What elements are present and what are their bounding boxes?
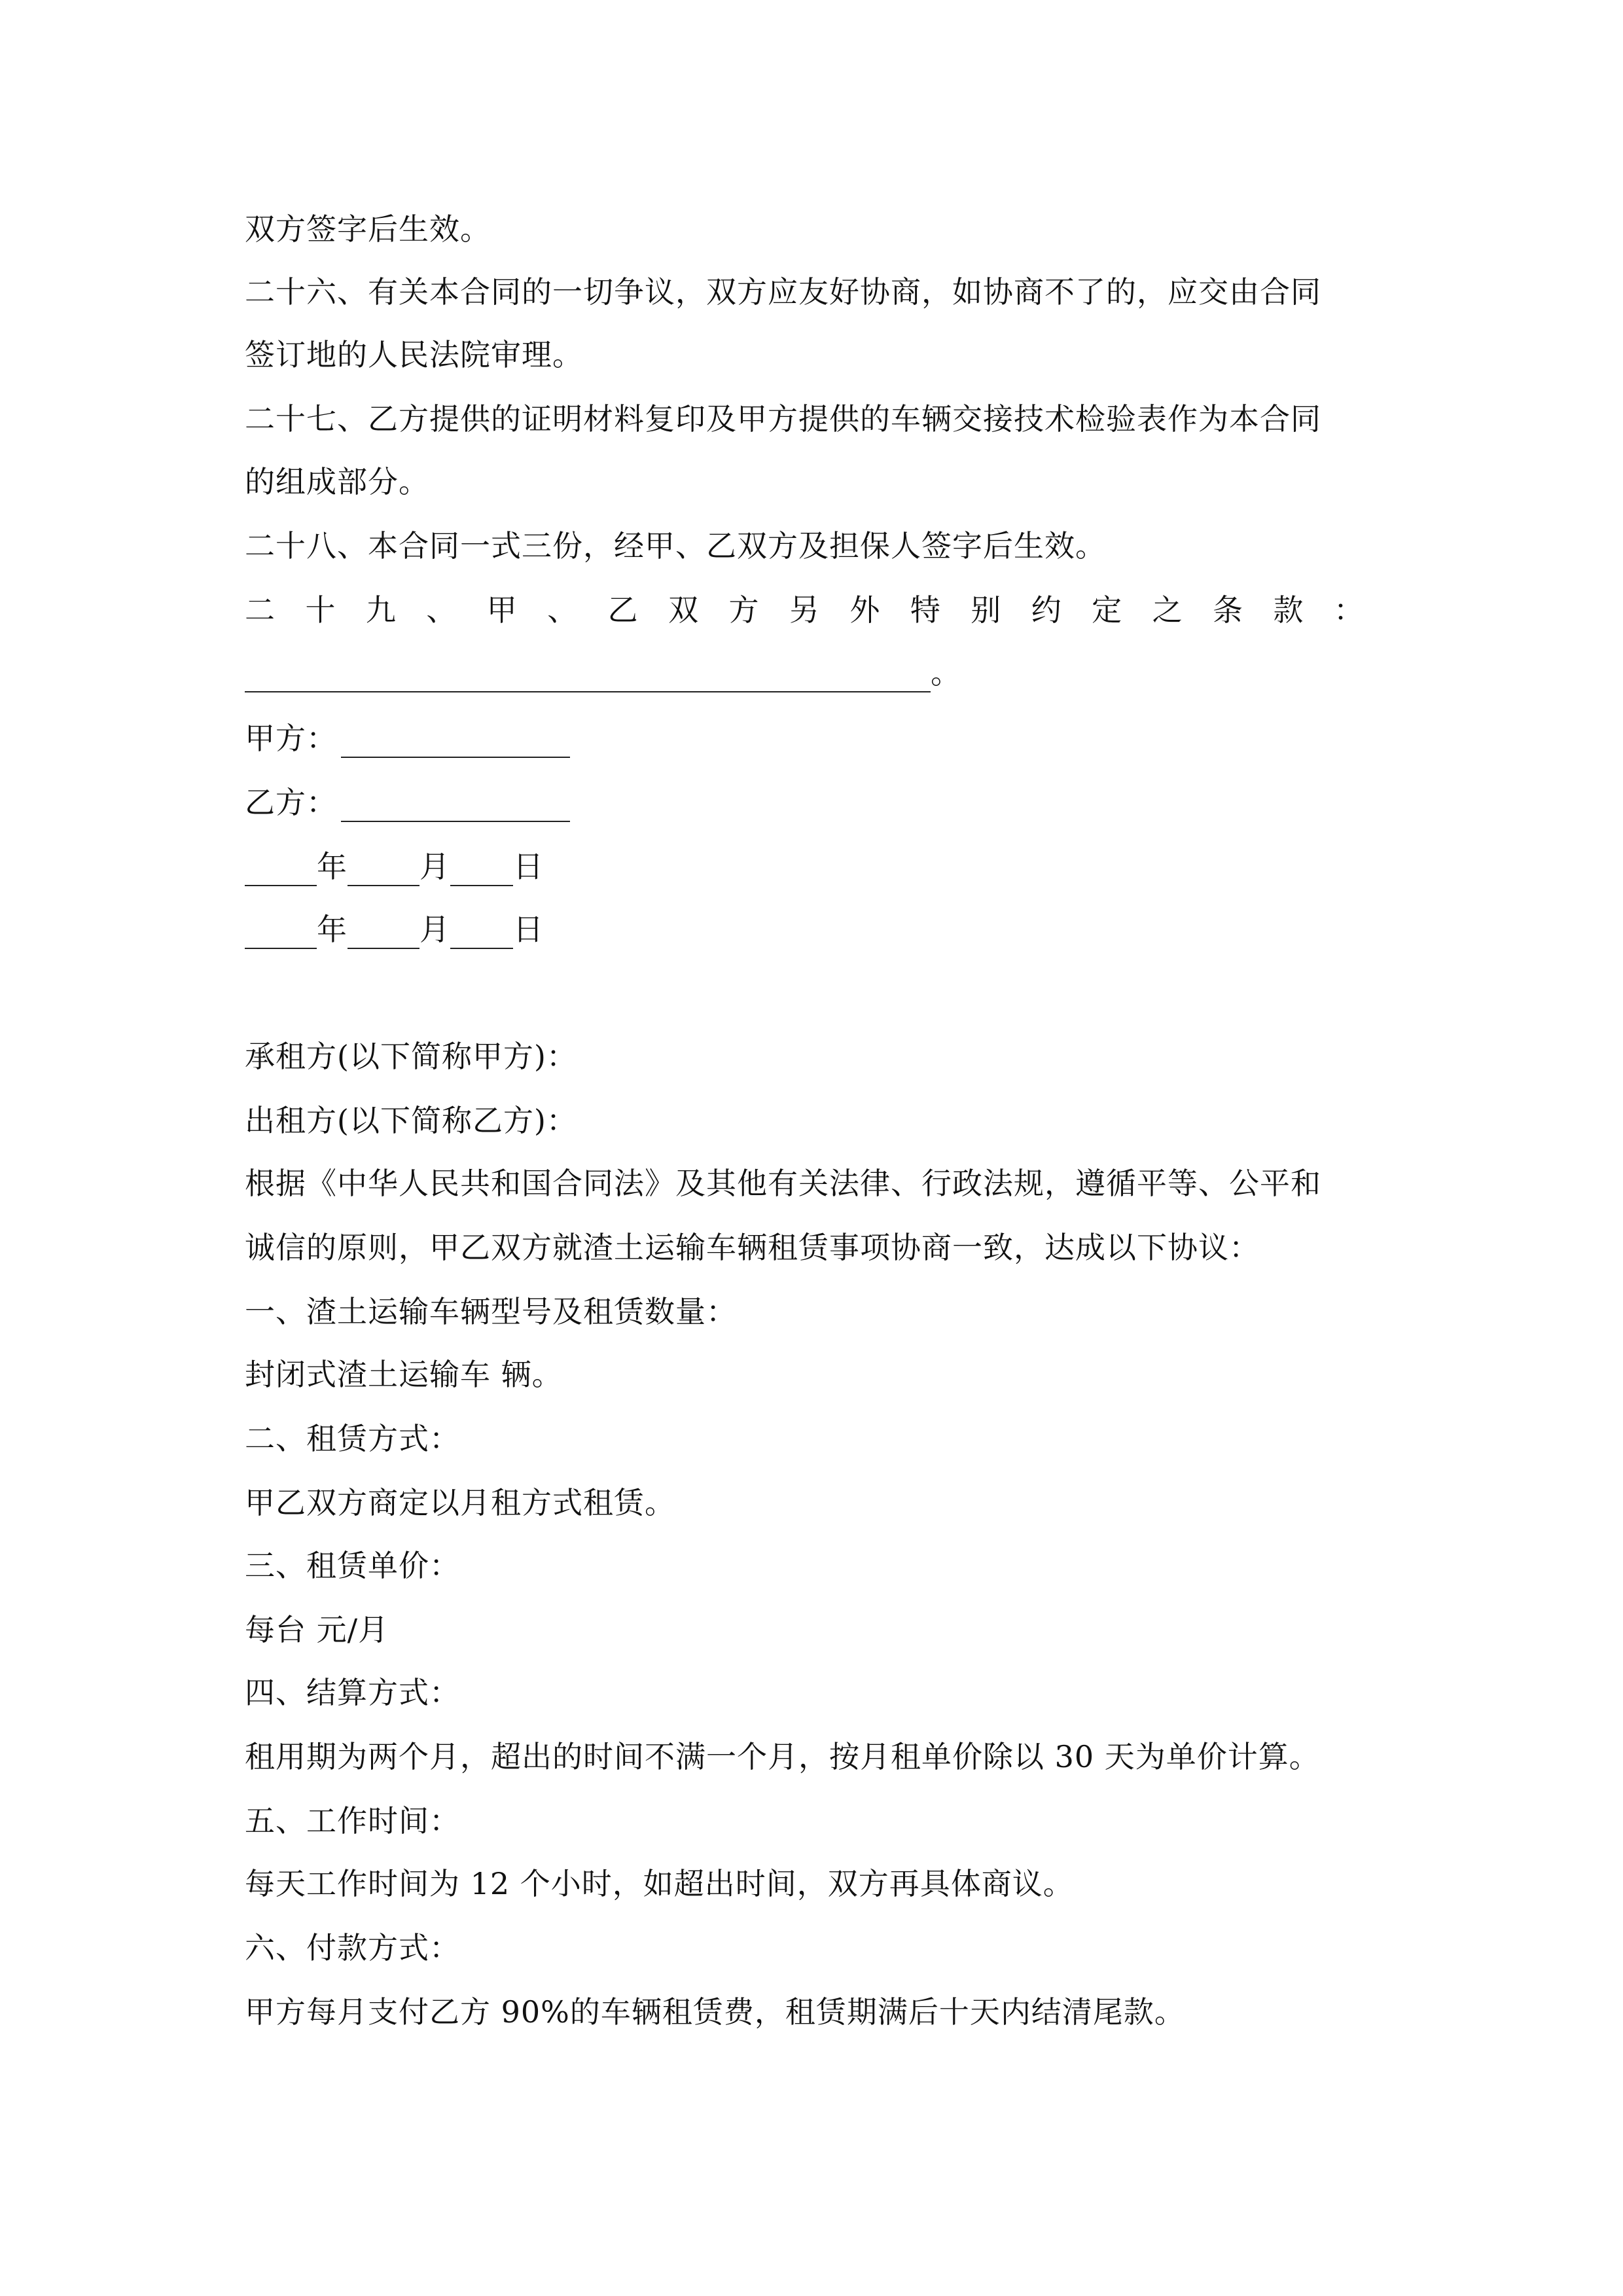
clause-char: 方 bbox=[728, 592, 759, 628]
paragraph-line: 每台 元/月 bbox=[245, 1612, 389, 1647]
paragraph-line: 二十七、乙方提供的证明材料复印及甲方提供的车辆交接技术检验表作为本合同 bbox=[245, 401, 1321, 437]
paragraph-line: 六、付款方式： bbox=[245, 1930, 460, 1965]
clause-char: 另 bbox=[789, 592, 819, 628]
day-blank bbox=[450, 919, 513, 949]
paragraph-line: 诚信的原则，甲乙双方就渣土运输车辆租赁事项协商一致，达成以下协议： bbox=[245, 1230, 1260, 1265]
clause-char: 款 bbox=[1273, 592, 1304, 628]
clause-char: 二 bbox=[245, 592, 275, 628]
paragraph-line: 每天工作时间为 12 个小时，如超出时间，双方再具体商议。 bbox=[245, 1866, 1074, 1901]
date-line bbox=[245, 847, 1383, 886]
year-blank bbox=[245, 856, 317, 886]
day-label: 日 bbox=[513, 912, 544, 947]
month-label: 月 bbox=[419, 912, 450, 947]
fill-in-blank bbox=[245, 662, 931, 692]
paragraph-line: 承租方(以下简称甲方)： bbox=[245, 1039, 577, 1074]
day-label: 日 bbox=[513, 849, 544, 884]
paragraph-line: 根据《中华人民共和国合同法》及其他有关法律、行政法规，遵循平等、公平和 bbox=[245, 1166, 1321, 1201]
paragraph-line: 签订地的人民法院审理。 bbox=[245, 337, 583, 372]
party-b-signature-line bbox=[245, 783, 1383, 822]
paragraph-line: 双方签字后生效。 bbox=[245, 211, 491, 247]
paragraph-line: 五、工作时间： bbox=[245, 1803, 460, 1839]
paragraph-line: 三、租赁单价： bbox=[245, 1548, 460, 1583]
clause-char: 外 bbox=[849, 592, 880, 628]
clause-char: 定 bbox=[1092, 592, 1122, 628]
clause-char: 乙 bbox=[607, 592, 638, 628]
date-line bbox=[245, 910, 1383, 949]
clause-29-heading bbox=[245, 590, 1364, 630]
month-blank bbox=[348, 856, 419, 886]
clause-char: 别 bbox=[971, 592, 1001, 628]
paragraph-line: 二十六、有关本合同的一切争议，双方应友好协商，如协商不了的，应交由合同 bbox=[245, 274, 1321, 310]
clause-char: ： bbox=[1333, 592, 1364, 628]
paragraph-line: 出租方(以下简称乙方)： bbox=[245, 1103, 577, 1138]
paragraph-line: 四、结算方式： bbox=[245, 1675, 460, 1710]
clause-char: 、 bbox=[426, 592, 457, 628]
paragraph-line: 的组成部分。 bbox=[245, 464, 429, 499]
clause-char: 条 bbox=[1213, 592, 1243, 628]
paragraph-line: 甲乙双方商定以月租方式租赁。 bbox=[245, 1485, 675, 1520]
paragraph-line: 二、租赁方式： bbox=[245, 1421, 460, 1456]
party-a-blank bbox=[341, 728, 570, 758]
party-a-signature-line bbox=[245, 719, 1383, 758]
end-punctuation: 。 bbox=[931, 655, 961, 691]
month-label: 月 bbox=[419, 849, 450, 884]
clause-char: 甲 bbox=[486, 592, 517, 628]
year-blank bbox=[245, 919, 317, 949]
paragraph-line: 二十八、本合同一式三份，经甲、乙双方及担保人签字后生效。 bbox=[245, 528, 1106, 564]
clause-char: 九 bbox=[365, 592, 396, 628]
day-blank bbox=[450, 856, 513, 886]
paragraph-line: 甲方每月支付乙方 90%的车辆租赁费，租赁期满后十天内结清尾款。 bbox=[245, 1994, 1185, 2030]
clause-char: 十 bbox=[305, 592, 336, 628]
clause-29-blank-line bbox=[245, 653, 1383, 692]
paragraph-line: 封闭式渣土运输车 辆。 bbox=[245, 1357, 563, 1392]
clause-char: 双 bbox=[668, 592, 699, 628]
paragraph-line: 一、渣土运输车辆型号及租赁数量： bbox=[245, 1294, 737, 1329]
year-label: 年 bbox=[317, 912, 348, 947]
clause-char: 约 bbox=[1031, 592, 1061, 628]
paragraph-line: 租用期为两个月，超出的时间不满一个月，按月租单价除以 30 天为单价计算。 bbox=[245, 1739, 1320, 1774]
party-b-blank bbox=[341, 792, 570, 822]
party-b-label: 乙方： bbox=[245, 785, 337, 820]
clause-char: 、 bbox=[547, 592, 578, 628]
party-a-label: 甲方： bbox=[245, 721, 337, 756]
year-label: 年 bbox=[317, 849, 348, 884]
month-blank bbox=[348, 919, 419, 949]
clause-char: 特 bbox=[910, 592, 940, 628]
clause-char: 之 bbox=[1152, 592, 1183, 628]
